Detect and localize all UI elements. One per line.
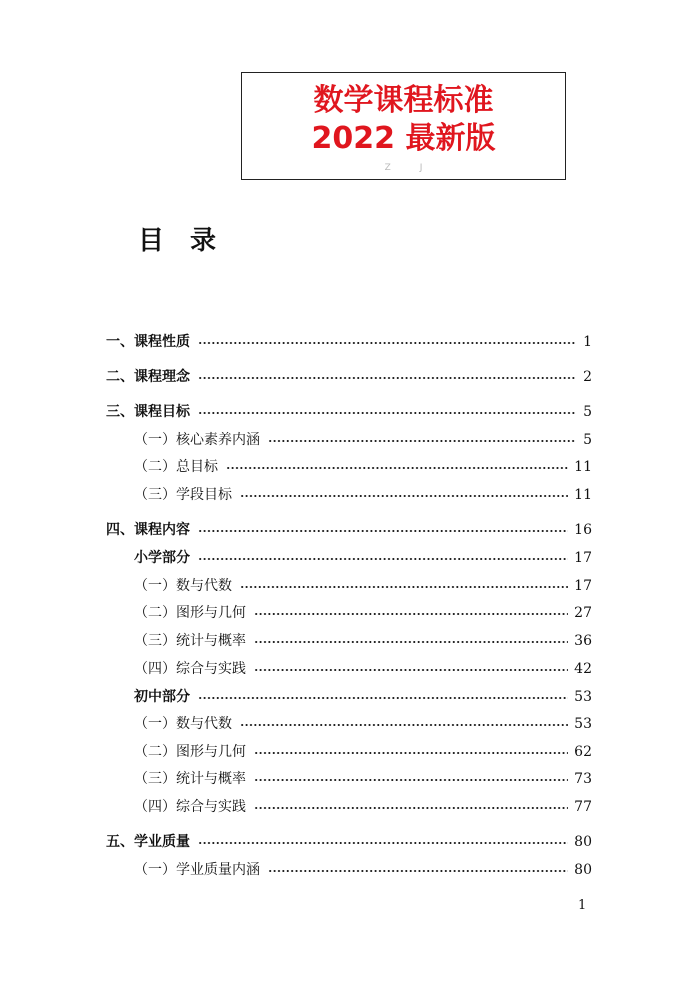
- toc-entry: [134, 658, 592, 680]
- dot-leader: [198, 842, 568, 844]
- toc-entry-page: 27: [574, 605, 592, 621]
- toc-entry-label: 三、课程目标: [106, 404, 190, 420]
- toc-entry-page: 77: [574, 799, 592, 815]
- toc-entry-label: 五、学业质量: [106, 834, 190, 850]
- toc-entry-page: 17: [574, 550, 592, 566]
- dot-leader: [254, 641, 568, 643]
- toc-entry-label: （四）综合与实践: [134, 661, 246, 677]
- toc-entry: [106, 401, 592, 423]
- dot-leader: [254, 752, 568, 754]
- toc-entry-page: 16: [574, 522, 592, 538]
- toc-entry-label: （一）数与代数: [134, 578, 232, 594]
- toc-entry-page: 11: [574, 487, 592, 503]
- toc-entry-label: （四）综合与实践: [134, 799, 246, 815]
- toc-entry: [134, 768, 592, 790]
- toc-entry-label: （三）统计与概率: [134, 633, 246, 649]
- toc-entry-label: （三）统计与概率: [134, 771, 246, 787]
- dot-leader: [198, 342, 576, 344]
- toc-entry: [134, 575, 592, 597]
- watermark: [242, 163, 565, 173]
- toc-entry-label: 一、课程性质: [106, 334, 190, 350]
- toc-entry-page: 11: [574, 459, 592, 475]
- toc-entry: [134, 686, 592, 708]
- dot-leader: [254, 807, 568, 809]
- toc-entry: [134, 796, 592, 818]
- toc-entry-label: 二、课程理念: [106, 369, 190, 385]
- dot-leader: [254, 613, 568, 615]
- toc-entry-label: 四、课程内容: [106, 522, 190, 538]
- toc-entry-label: （一）数与代数: [134, 716, 232, 732]
- toc-entry-page: 2: [583, 369, 592, 385]
- title-line-1: 数学课程标准: [313, 83, 494, 118]
- toc-entry-page: 42: [574, 661, 592, 677]
- toc-entry-page: 17: [574, 578, 592, 594]
- title-box: [241, 72, 566, 180]
- toc-entry: [134, 713, 592, 735]
- toc-entry-page: 53: [574, 689, 592, 705]
- toc-entry: [106, 366, 592, 388]
- dot-leader: [198, 697, 568, 699]
- toc-entry-page: 5: [583, 432, 592, 448]
- toc-entry-label: （二）图形与几何: [134, 605, 246, 621]
- toc-entry-page: 1: [583, 334, 592, 350]
- toc-entry-page: 80: [574, 862, 592, 878]
- toc-entry-label: （二）图形与几何: [134, 744, 246, 760]
- toc-entry-page: 80: [574, 834, 592, 850]
- toc-entry-page: 62: [574, 744, 592, 760]
- toc-entry: [134, 630, 592, 652]
- toc-entry: [134, 484, 592, 506]
- dot-leader: [198, 412, 576, 414]
- dot-leader: [226, 467, 568, 469]
- watermark-left: Z: [384, 163, 391, 173]
- toc-entry: [106, 331, 592, 353]
- dot-leader: [240, 724, 568, 726]
- dot-leader: [198, 558, 568, 560]
- toc-entry: [134, 456, 592, 478]
- toc-entry-label: （三）学段目标: [134, 487, 232, 503]
- dot-leader: [254, 779, 568, 781]
- toc-entry: [134, 429, 592, 451]
- toc-entry: [134, 741, 592, 763]
- toc-entry-label: （二）总目标: [134, 459, 218, 475]
- toc-entry-page: 36: [574, 633, 592, 649]
- dot-leader: [240, 586, 568, 588]
- toc-entry-label: 小学部分: [134, 550, 190, 566]
- toc-entry-page: 5: [583, 404, 592, 420]
- title-line-2: 2022 最新版: [311, 121, 496, 156]
- toc-entry-page: 73: [574, 771, 592, 787]
- toc-entry: [134, 547, 592, 569]
- toc-entry-page: 53: [574, 716, 592, 732]
- toc-entry-label: （一）学业质量内涵: [134, 862, 260, 878]
- toc-heading: 目录: [138, 226, 243, 256]
- dot-leader: [268, 870, 568, 872]
- dot-leader: [268, 440, 576, 442]
- dot-leader: [198, 530, 568, 532]
- toc-entry-label: 初中部分: [134, 689, 190, 705]
- toc-entry: [134, 859, 592, 881]
- dot-leader: [198, 377, 576, 379]
- toc-entry: [134, 602, 592, 624]
- dot-leader: [254, 669, 568, 671]
- toc-entry: [106, 519, 592, 541]
- toc-entry: [106, 831, 592, 853]
- toc-entry-label: （一）核心素养内涵: [134, 432, 260, 448]
- watermark-right: J: [419, 163, 423, 173]
- page-number: 1: [578, 898, 587, 913]
- dot-leader: [240, 495, 568, 497]
